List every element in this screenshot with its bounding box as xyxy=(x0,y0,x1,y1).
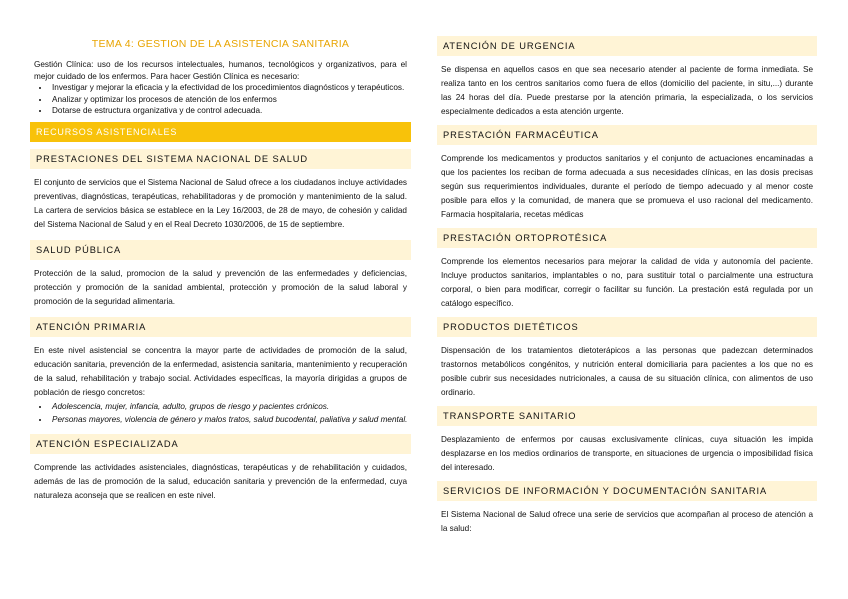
heading-urgencia: ATENCIÓN DE URGENCIA xyxy=(437,36,817,56)
list-item: • Dotarse de estructura organizativa y de control adecuada. xyxy=(50,105,411,116)
paragraph-salud-publica: Protección de la salud, promocion de la salud y prevención de las enfermedades y deficiencias, protección y promoción de la sanidad ambiental, protección y promoción de la salud laboral y promoción de la seguridad alimentaria. xyxy=(34,269,407,307)
paragraph-ortoprotesica: Comprende los elementos necesarios para mejorar la calidad de vida y autonomía del paciente. Incluye productos sanitarios, implantables o no, para sustituir total o parcialmente una estructura corporal, o bien para modificar, corregir o facilitar su función. La prestación está regulada por un catálogo específico. xyxy=(441,257,813,308)
paragraph-transporte: Desplazamiento de enfermos por causas exclusivamente clínicas, cuya situación les impida desplazarse en los medios ordinarios de transporte, en situaciones de urgencia o imposibilidad física del interesado. xyxy=(441,435,813,472)
heading-atencion-especializada: ATENCIÓN ESPECIALIZADA xyxy=(30,434,411,454)
paragraph-atencion-primaria: En este nivel asistencial se concentra la mayor parte de actividades de promoción de la salud, educación sanitaria, prevención de la enfermedad, asistencia sanitaria, mantenimiento y recuperación de la salud, rehabilitación y trabajo social. Actividades específicas, la mayoría dirigidas a grupos de población de riesgo concretos: xyxy=(34,346,407,398)
right-column xyxy=(437,36,817,542)
heading-atencion-primaria: ATENCIÓN PRIMARIA xyxy=(30,317,411,337)
atencion-primaria-bullet-list xyxy=(30,400,411,426)
heading-dieteticos: PRODUCTOS DIETÉTICOS xyxy=(437,317,817,337)
document-title: TEMA 4: GESTION DE LA ASISTENCIA SANITARIA xyxy=(91,38,350,50)
list-item: • Adolescencia, mujer, infancia, adulto, grupos de riesgo y pacientes crónicos. xyxy=(50,400,411,413)
paragraph-informacion: El Sistema Nacional de Salud ofrece una serie de servicios que acompañan al proceso de atención a la salud: xyxy=(441,510,813,533)
heading-prestaciones: PRESTACIONES DEL SISTEMA NACIONAL DE SALUD xyxy=(30,149,411,169)
list-item: • Analizar y optimizar los procesos de atención de los enfermos xyxy=(50,94,411,105)
intro-bullet-list xyxy=(30,82,411,116)
paragraph-farmaceutica: Comprende los medicamentos y productos sanitarios y el conjunto de actuaciones encaminadas a que los pacientes los reciban de forma adecuada a sus necesidades clínicas, en las dosis precisas según sus requerimientos individuales, durante el período de tiempo adecuado y al menor coste posible para ellos y la comunidad, de manera que se promueva el uso racional del medicamento. Farmacia hospitalaria, recetas médicas xyxy=(441,154,813,219)
paragraph-atencion-especializada: Comprende las actividades asistenciales, diagnósticas, terapéuticas y de rehabilitación y cuidados, además de las de promoción de la salud, educación sanitaria y prevención de la enfermedad, cuya naturaleza aconseja que se realicen en este nivel. xyxy=(34,463,407,501)
paragraph-urgencia: Se dispensa en aquellos casos en que sea necesario atender al paciente de forma inmediata. Se realiza tanto en los centros sanitarios como fuera de ellos (domicilio del paciente, in situ,...) durante las 24 horas del día. Puede prestarse por la atención primaria, la especializada, o los servicios especialmente dedicados a esta atención urgente. xyxy=(441,65,813,116)
heading-salud-publica: SALUD PÚBLICA xyxy=(30,240,411,260)
intro-paragraph: Gestión Clínica: uso de los recursos intelectuales, humanos, tecnológicos y organizativos, para el mejor cuidado de los enfermos. Para hacer Gestión Clínica es necesario: xyxy=(34,60,407,81)
section-heading-recursos: RECURSOS ASISTENCIALES xyxy=(30,122,411,142)
heading-transporte: TRANSPORTE SANITARIO xyxy=(437,406,817,426)
paragraph-dieteticos: Dispensación de los tratamientos dietoterápicos a las personas que padezcan determinados trastornos metabólicos congénitos, y nutrición enteral domiciliaria para pacientes a los que no es posible cubrir sus necesidades nutricionales, a causa de su situación clínica, con alimentos de uso ordinario. xyxy=(441,346,813,397)
list-item: • Investigar y mejorar la eficacia y la efectividad de los procedimientos diagnósticos y terapéuticos. xyxy=(50,82,411,93)
heading-farmaceutica: PRESTACIÓN FARMACÉUTICA xyxy=(437,125,817,145)
heading-ortoprotesica: PRESTACIÓN ORTOPROTÉSICA xyxy=(437,228,817,248)
heading-informacion: SERVICIOS DE INFORMACIÓN Y DOCUMENTACIÓN SANITARIA xyxy=(437,481,817,501)
list-item: • Personas mayores, violencia de género y malos tratos, salud bucodental, paliativa y salud mental. xyxy=(50,413,411,426)
left-column xyxy=(30,32,411,511)
paragraph-prestaciones: El conjunto de servicios que el Sistema Nacional de Salud ofrece a los ciudadanos incluye actividades preventivas, diagnósticas, terapéuticas, rehabilitadoras y de promoción y mantenimiento de la salud. La cartera de servicios básica se establece en la Ley 16/2003, de 28 de mayo, de cohesión y calidad del Sistema Nacional de Salud y en el Real Decreto 1030/2006, de 15 de septiembre. xyxy=(34,178,407,230)
